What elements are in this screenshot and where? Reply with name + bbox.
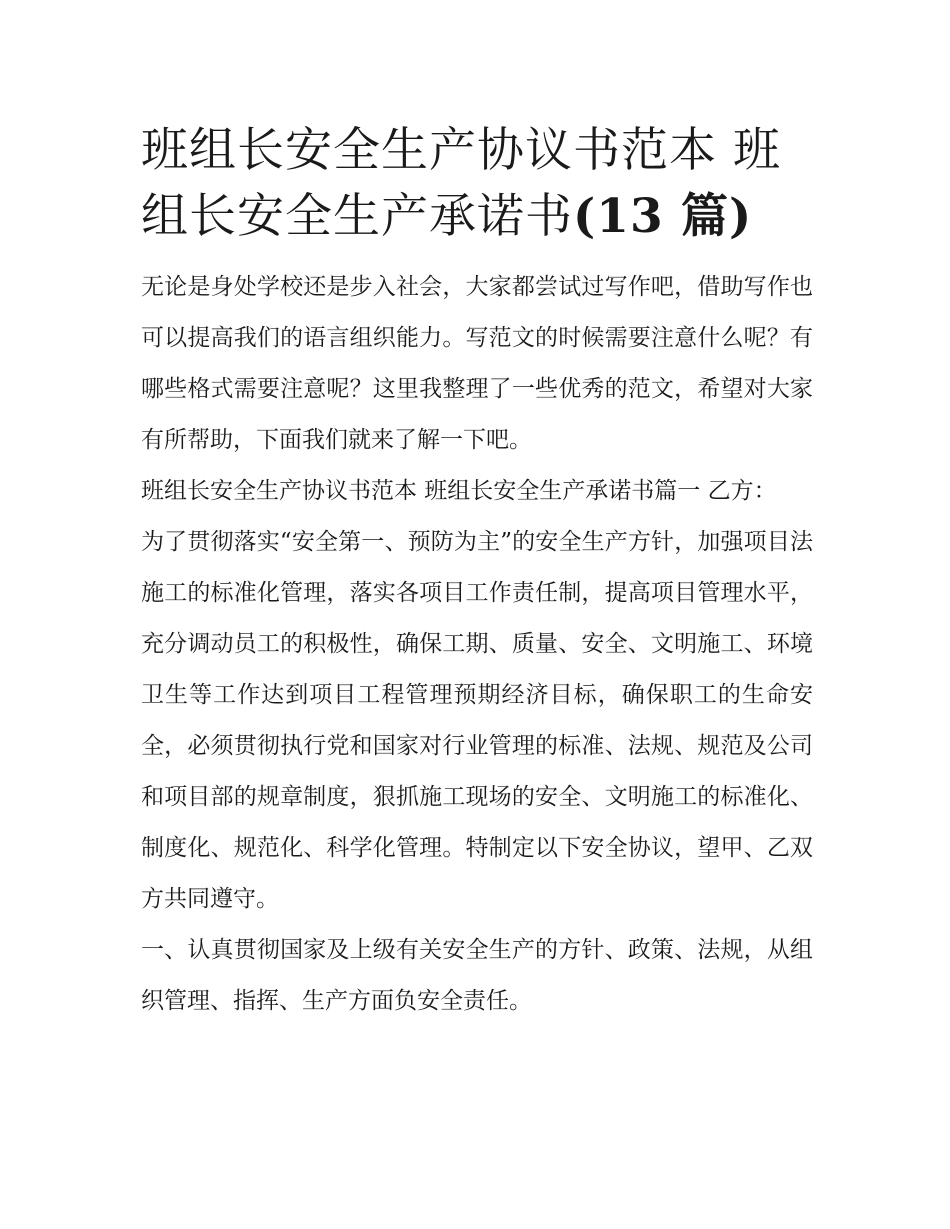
intro-paragraph: 无论是身处学校还是步入社会，大家都尝试过写作吧，借助写作也可以提高我们的语言组织能力。写范文的时候需要注意什么呢？有哪些格式需要注意呢？这里我整理了一些优秀的范文，希望对大家有所帮助，下面我们就来了解一下吧。 <box>141 274 813 453</box>
body-paragraph-1: 为了贯彻落实“安全第一、预防为主”的安全生产方针，加强项目法施工的标准化管理，落实各项目工作责任制，提高项目管理水平，充分调动员工的积极性，确保工期、质量、安全、文明施工、环境卫生等工作达到项目工程管理预期经济目标，确保职工的生命安全，必须贯彻执行党和国家对行业管理的标准、法规、规范及公司和项目部的规章制度，狠抓施工现场的安全、文明施工的标准化、制度化、规范化、科学化管理。特制定以下安全协议，望甲、乙双方共同遵守。 <box>141 529 813 912</box>
document-page <box>141 118 813 1027</box>
title-count: (13 篇) <box>573 189 753 244</box>
body-paragraph-2: 一、认真贯彻国家及上级有关安全生产的方针、政策、法规，从组织管理、指挥、生产方面负安全责任。 <box>141 937 813 1014</box>
section-heading: 班组长安全生产协议书范本 班组长安全生产承诺书篇一 乙方： <box>141 478 777 504</box>
document-title <box>141 118 813 250</box>
title-text: 班组长安全生产协议书范本 班组长安全生产承诺书 <box>141 123 781 244</box>
